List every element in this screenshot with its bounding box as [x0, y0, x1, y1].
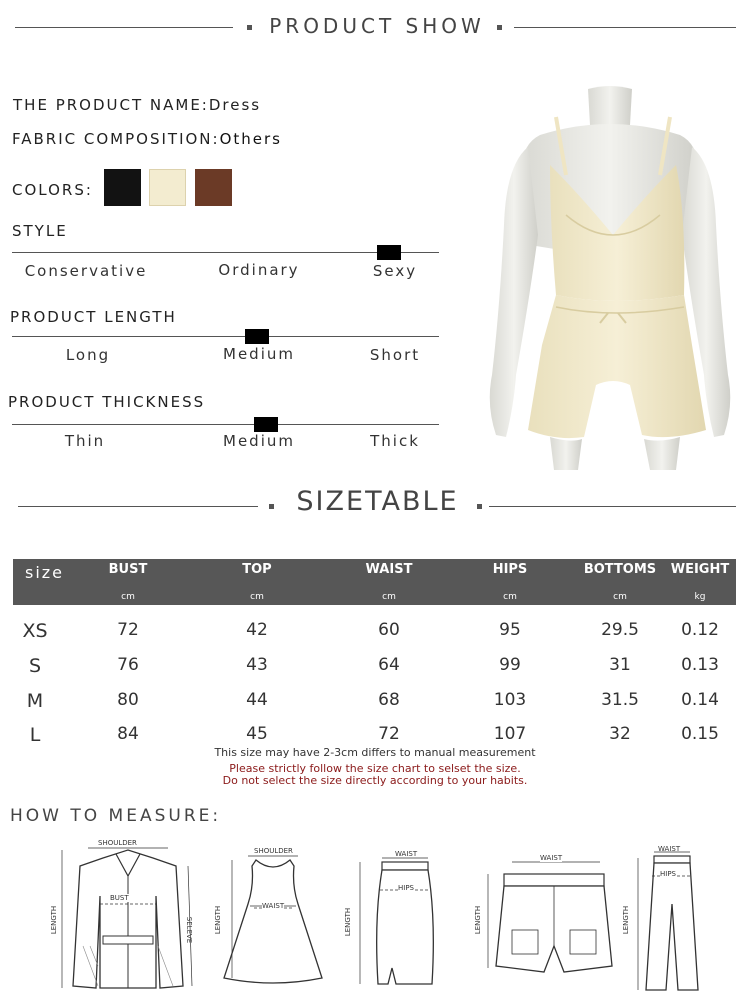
- size-label: L: [29, 724, 41, 746]
- table-cell: 0.15: [681, 724, 719, 744]
- column-header: TOP: [242, 562, 272, 577]
- banner-dot-left: [269, 504, 274, 509]
- jacket-length-label: LENGTH: [50, 905, 59, 935]
- skirt-icon: [340, 848, 440, 993]
- length-option-medium: Medium: [223, 345, 295, 363]
- table-cell: 107: [493, 724, 527, 744]
- style-option-ordinary: Ordinary: [218, 261, 300, 279]
- column-header: WAIST: [365, 562, 413, 577]
- column-unit: cm: [250, 592, 264, 602]
- column-unit: cm: [121, 592, 135, 602]
- pants-measure-figure: [622, 844, 712, 996]
- dress-shoulder-label: SHOULDER: [254, 847, 293, 855]
- style-title: STYLE: [12, 222, 68, 240]
- banner-line-left: [15, 27, 233, 28]
- table-cell: 44: [246, 690, 268, 710]
- table-cell: 64: [378, 655, 400, 675]
- column-unit: kg: [694, 592, 706, 602]
- jacket-bust-label: BUST: [110, 894, 129, 902]
- jacket-icon: [48, 836, 208, 996]
- size-label: XS: [22, 620, 48, 642]
- jacket-shoulder-label: SHOULDER: [98, 839, 137, 847]
- column-header: HIPS: [492, 562, 528, 577]
- length-scale-line: [12, 336, 439, 337]
- color-swatch-brown[interactable]: [195, 169, 232, 206]
- jacket-sleeve-label: SELEVE: [185, 916, 194, 944]
- thickness-scale-line: [12, 424, 439, 425]
- pants-waist-label: WAIST: [658, 845, 681, 853]
- banner-dot-right: [497, 25, 502, 30]
- banner-line-left: [18, 506, 258, 507]
- table-cell: 60: [378, 620, 400, 640]
- jacket-measure-figure: [48, 836, 208, 996]
- product-show-title: PRODUCT SHOW: [269, 14, 485, 38]
- thickness-option-medium: Medium: [223, 432, 295, 450]
- thickness-title: PRODUCT THICKNESS: [8, 393, 206, 411]
- pants-icon: [622, 844, 712, 996]
- table-cell: 31: [609, 655, 631, 675]
- table-cell: 31.5: [601, 690, 639, 710]
- banner-dot-left: [247, 25, 252, 30]
- product-image: [470, 85, 750, 470]
- skirt-waist-label: WAIST: [395, 850, 418, 858]
- table-cell: 72: [378, 724, 400, 744]
- how-to-measure-title: HOW TO MEASURE:: [10, 806, 222, 826]
- size-label: M: [26, 690, 44, 712]
- table-cell: 45: [246, 724, 268, 744]
- table-cell: 42: [246, 620, 268, 640]
- table-cell: 43: [246, 655, 268, 675]
- color-swatch-black[interactable]: [104, 169, 141, 206]
- length-scale-marker: [245, 329, 269, 344]
- fabric-value: Others: [219, 130, 282, 148]
- table-cell: 0.13: [681, 655, 719, 675]
- dress-icon: [218, 846, 328, 986]
- size-warning-1: Please strictly follow the size chart to selset the size.: [229, 762, 521, 775]
- shorts-icon: [472, 850, 617, 980]
- pants-length-label: LENGTH: [622, 905, 631, 935]
- column-unit: cm: [382, 592, 396, 602]
- fabric-label: FABRIC COMPOSITION:: [12, 130, 220, 148]
- dress-measure-figure: [214, 846, 328, 986]
- skirt-hips-label: HIPS: [398, 884, 414, 892]
- style-scale-marker: [377, 245, 401, 260]
- shorts-waist-label: WAIST: [540, 854, 563, 862]
- table-cell: 0.12: [681, 620, 719, 640]
- dress-waist-label: WAIST: [262, 902, 285, 910]
- thickness-option-thick: Thick: [370, 432, 420, 450]
- size-note: This size may have 2-3cm differs to manual measurement: [214, 746, 536, 759]
- banner-line-right: [489, 506, 736, 507]
- column-header: BUST: [108, 562, 148, 577]
- colors-label: COLORS:: [12, 181, 93, 199]
- mannequin-outfit-illustration: [470, 85, 750, 470]
- size-warning-2: Do not select the size directly according to your habits.: [222, 774, 528, 787]
- table-cell: 29.5: [601, 620, 639, 640]
- thickness-scale-marker: [254, 417, 278, 432]
- table-cell: 76: [117, 655, 139, 675]
- skirt-measure-figure: [340, 848, 440, 993]
- color-swatch-cream[interactable]: [149, 169, 186, 206]
- column-header: WEIGHT: [670, 562, 730, 577]
- size-label: S: [28, 655, 42, 677]
- length-title: PRODUCT LENGTH: [10, 308, 177, 326]
- table-cell: 0.14: [681, 690, 719, 710]
- column-unit: cm: [503, 592, 517, 602]
- column-header: BOTTOMS: [583, 562, 657, 577]
- size-header: size: [25, 563, 65, 582]
- sizetable-title: SIZETABLE: [296, 486, 459, 517]
- table-cell: 72: [117, 620, 139, 640]
- style-option-conservative: Conservative: [24, 262, 148, 280]
- dress-length-label: LENGTH: [214, 905, 223, 935]
- column-unit: cm: [613, 592, 627, 602]
- table-cell: 95: [499, 620, 521, 640]
- table-cell: 68: [378, 690, 400, 710]
- thickness-option-thin: Thin: [64, 432, 106, 450]
- length-option-long: Long: [65, 346, 111, 364]
- product-name: THE PRODUCT NAME:Dress: [13, 96, 262, 114]
- length-option-short: Short: [369, 346, 421, 364]
- shorts-measure-figure: [472, 850, 617, 980]
- fabric-composition: [12, 130, 282, 148]
- skirt-length-label: LENGTH: [344, 907, 353, 937]
- table-cell: 103: [493, 690, 527, 710]
- banner-dot-right: [477, 504, 482, 509]
- style-scale-line: [12, 252, 439, 253]
- shorts-length-label: LENGTH: [474, 905, 483, 935]
- table-cell: 80: [117, 690, 139, 710]
- table-cell: 84: [117, 724, 139, 744]
- table-cell: 99: [499, 655, 521, 675]
- banner-line-right: [514, 27, 736, 28]
- style-option-sexy: Sexy: [372, 262, 418, 280]
- pants-hips-label: HIPS: [660, 870, 676, 878]
- table-cell: 32: [609, 724, 631, 744]
